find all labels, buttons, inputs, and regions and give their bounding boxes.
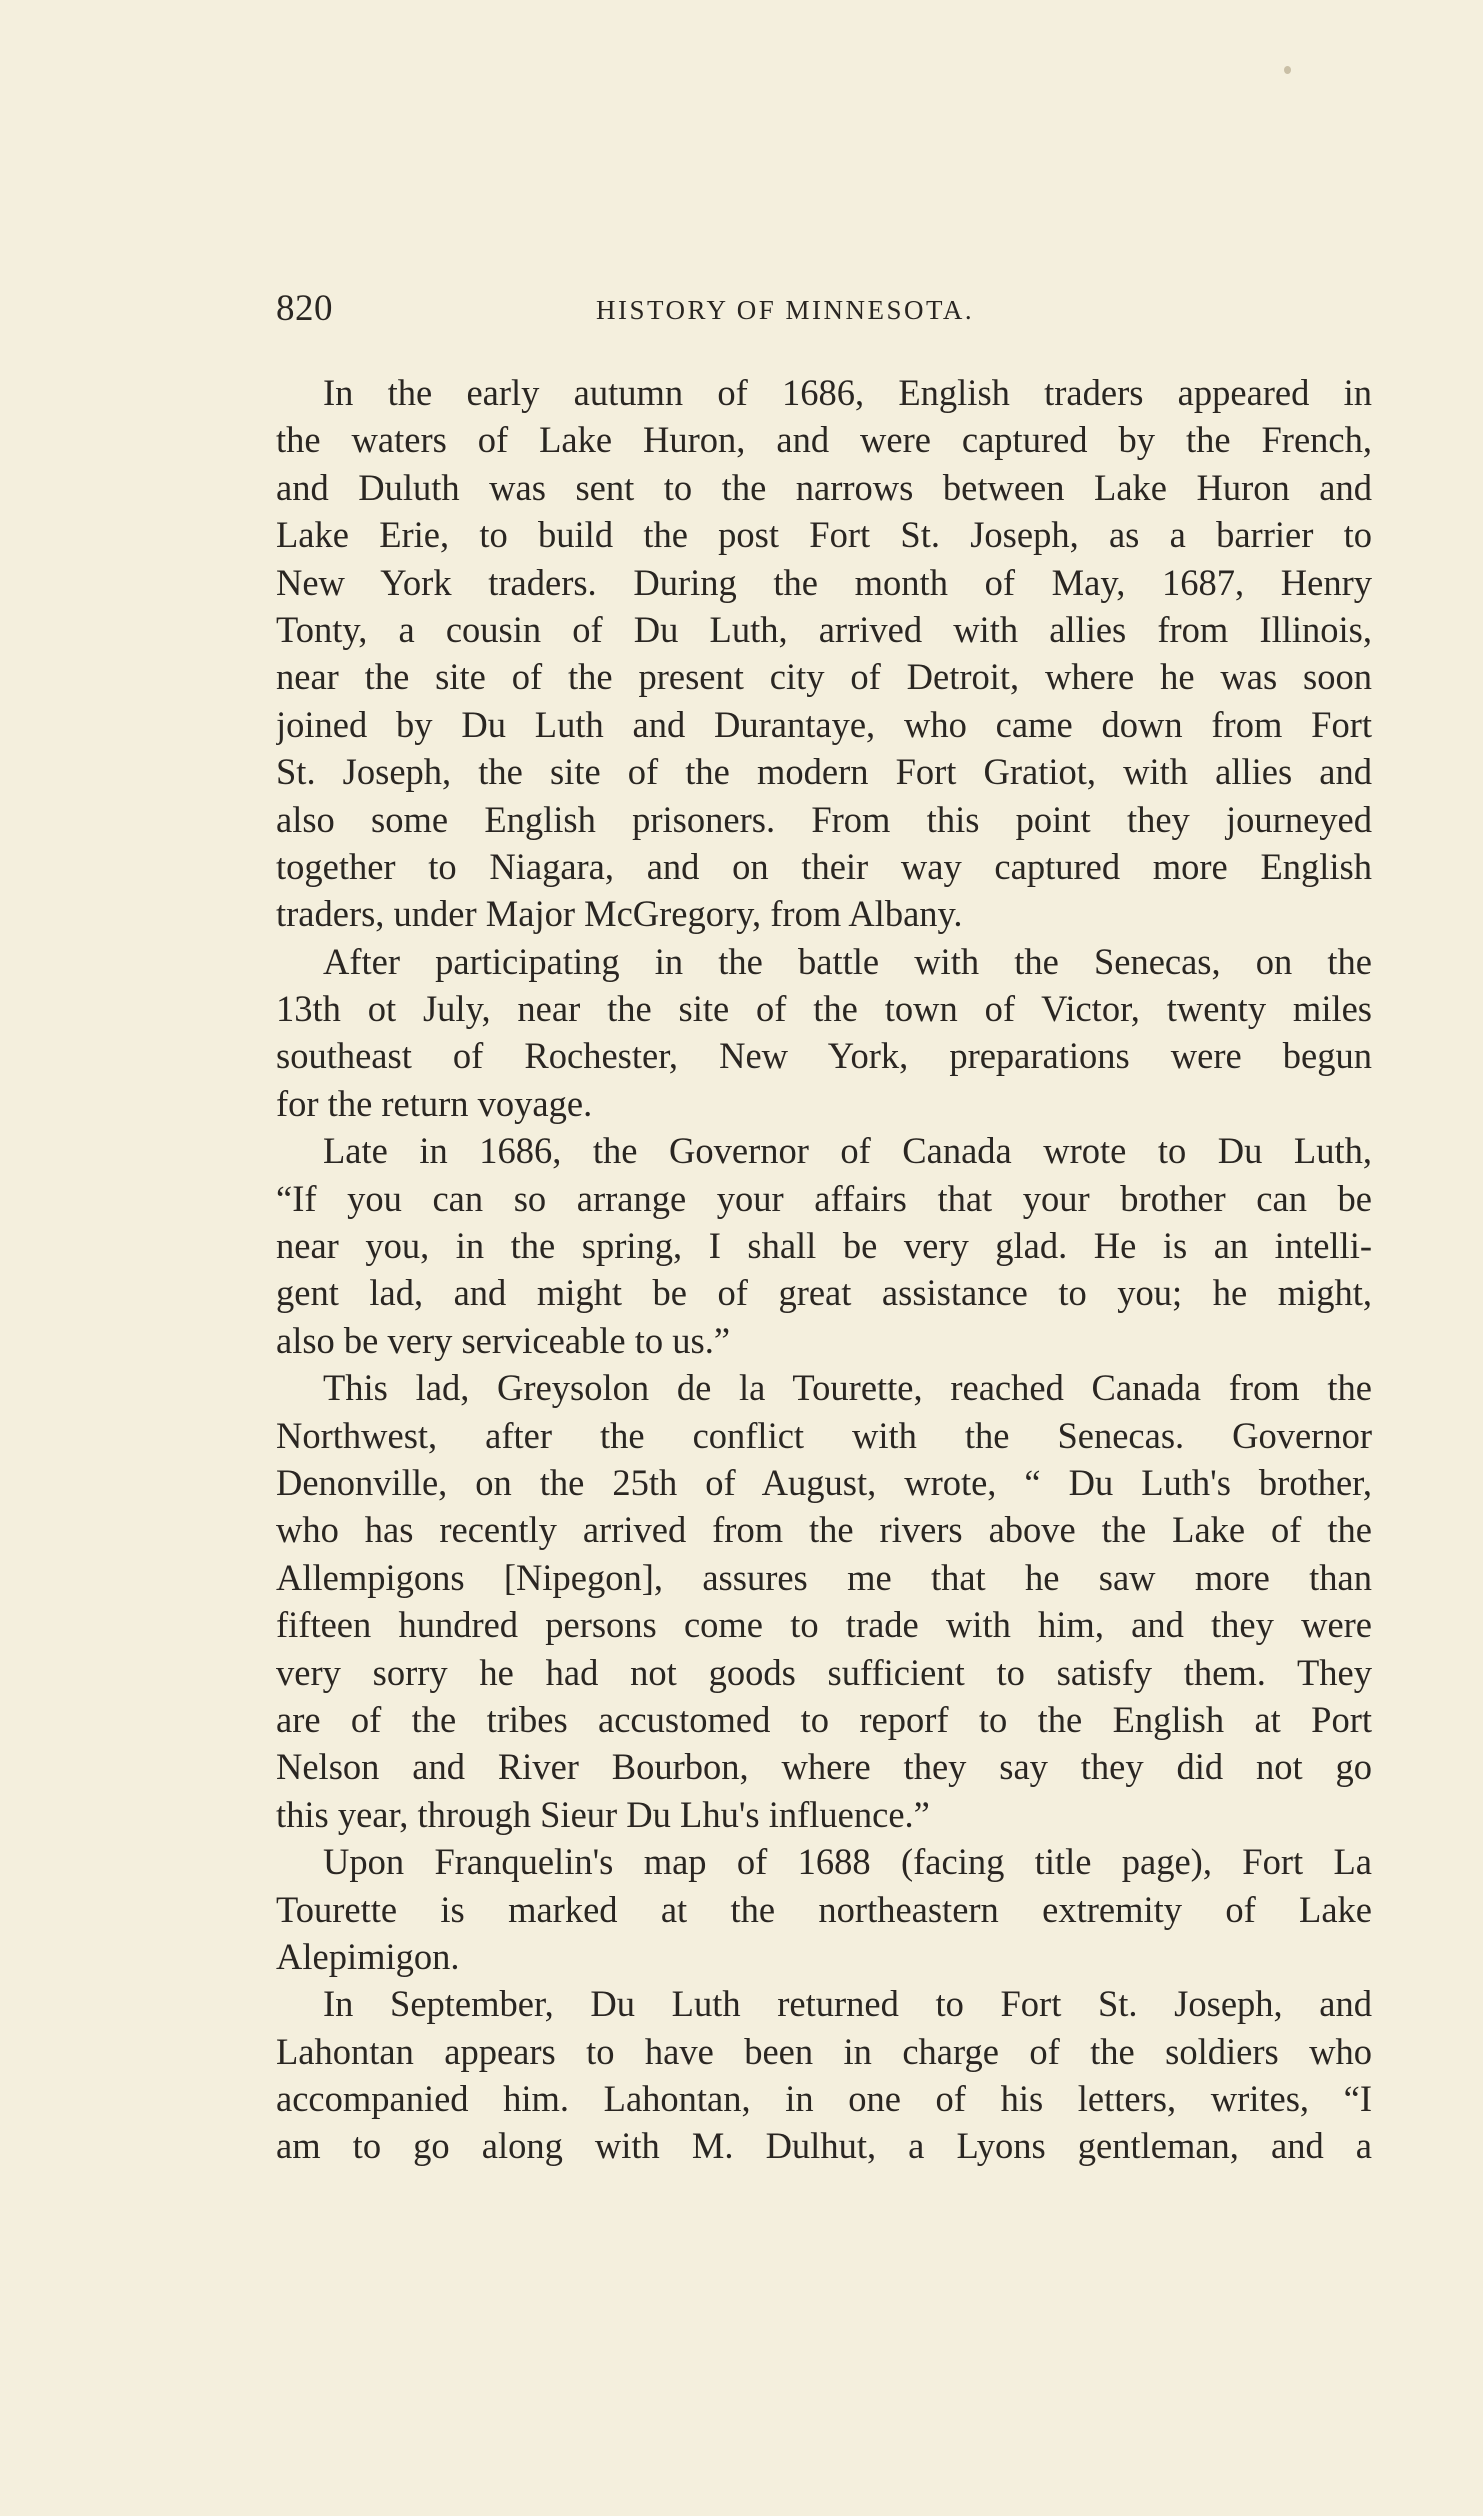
text-line: traders, under Major McGregory, from Albany. <box>276 893 963 935</box>
text-line: fifteen hundred persons come to trade with him, and they were <box>276 1604 1372 1646</box>
text-line: together to Niagara, and on their way captured more English <box>276 845 1372 887</box>
text-line: gent lad, and might be of great assistance to you; he might, <box>276 1272 1372 1314</box>
text-line: joined by Du Luth and Durantaye, who came down from Fort <box>276 703 1372 745</box>
body-text <box>276 369 1372 2170</box>
text-line: After participating in the battle with the Senecas, on the <box>323 940 1372 982</box>
text-line: St. Joseph, the site of the modern Fort Gratiot, with allies and <box>276 751 1372 793</box>
paper-speck <box>1284 66 1291 74</box>
text-line: In the early autumn of 1686, English traders appeared in <box>323 372 1372 413</box>
text-line: also be very serviceable to us.” <box>276 1319 731 1361</box>
text-line: “If you can so arrange your affairs that your brother can be <box>276 1177 1372 1219</box>
text-line: Alepimigon. <box>276 1935 460 1977</box>
text-line: near you, in the spring, I shall be very glad. He is an intelli- <box>276 1225 1372 1267</box>
text-line: are of the tribes accustomed to reporf to the English at Port <box>276 1698 1372 1740</box>
text-line: Allempigons [Nipegon], assures me that he saw more than <box>276 1556 1372 1598</box>
text-line: also some English prisoners. From this point they journeyed <box>276 798 1372 840</box>
text-line: Late in 1686, the Governor of Canada wrote to Du Luth, <box>323 1130 1372 1172</box>
text-line: near the site of the present city of Detroit, where he was soon <box>276 656 1372 698</box>
text-line: In September, Du Luth returned to Fort St. Joseph, and <box>323 1983 1372 2025</box>
text-line: Lake Erie, to build the post Fort St. Joseph, as a barrier to <box>276 514 1372 556</box>
text-line: accompanied him. Lahontan, in one of his letters, writes, “I <box>276 2078 1372 2120</box>
text-line: the waters of Lake Huron, and were captured by the French, <box>276 419 1372 461</box>
text-line: southeast of Rochester, New York, preparations were begun <box>276 1035 1372 1077</box>
text-line: Northwest, after the conflict with the Senecas. Governor <box>276 1414 1372 1456</box>
text-line: am to go along with M. Dulhut, a Lyons gentleman, and a <box>276 2125 1372 2167</box>
text-line: Tourette is marked at the northeastern extremity of Lake <box>276 1888 1372 1930</box>
text-line: Upon Franquelin's map of 1688 (facing title page), Fort La <box>323 1841 1372 1883</box>
running-head <box>276 284 1216 334</box>
text-line: who has recently arrived from the rivers above the Lake of the <box>276 1509 1372 1551</box>
page-number: 820 <box>276 288 333 329</box>
text-line: very sorry he had not goods sufficient to satisfy them. They <box>276 1651 1372 1693</box>
text-line: Tonty, a cousin of Du Luth, arrived with allies from Illinois, <box>276 608 1372 650</box>
running-title: HISTORY OF MINNESOTA. <box>596 295 975 325</box>
text-line: and Duluth was sent to the narrows between Lake Huron and <box>276 466 1372 508</box>
text-line: for the return voyage. <box>276 1082 593 1124</box>
text-line: New York traders. During the month of May, 1687, Henry <box>276 561 1372 603</box>
text-line: This lad, Greysolon de la Tourette, reached Canada from the <box>323 1367 1372 1409</box>
text-line: this year, through Sieur Du Lhu's influence.” <box>276 1793 930 1835</box>
text-line: Nelson and River Bourbon, where they say they did not go <box>276 1746 1372 1788</box>
text-line: Denonville, on the 25th of August, wrote, “ Du Luth's brother, <box>276 1461 1372 1503</box>
text-line: 13th ot July, near the site of the town of Victor, twenty miles <box>276 988 1372 1030</box>
text-line: Lahontan appears to have been in charge of the soldiers who <box>276 2030 1372 2072</box>
